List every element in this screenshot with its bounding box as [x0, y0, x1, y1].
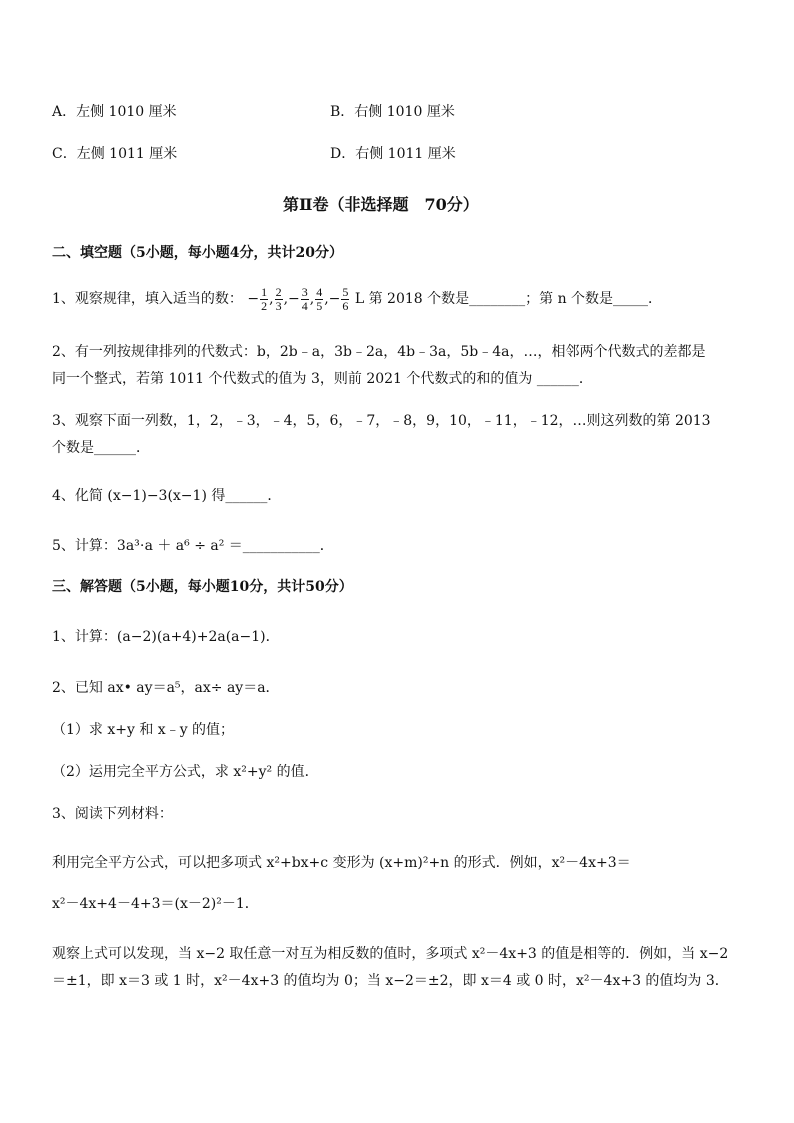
- fraction-denominator: 4: [301, 298, 308, 313]
- section2-heading: 二、填空题（5小题，每小题4分，共计20分）: [52, 245, 343, 261]
- fraction-numerator: 2: [275, 284, 282, 299]
- sequence-comma: ,: [283, 291, 289, 307]
- fraction-denominator: 5: [316, 298, 323, 313]
- option-c: C．左侧 1011 厘米: [52, 146, 178, 162]
- sequence-sign: −: [247, 291, 260, 307]
- sequence-fraction: [301, 286, 309, 313]
- fill-q5: 5、计算：3a³⋅a ＋ a⁶ ÷ a² ＝___________．: [52, 538, 334, 554]
- fill-q1: [52, 283, 662, 315]
- fraction-numerator: 1: [261, 284, 268, 299]
- option-b: B．右侧 1010 厘米: [330, 104, 455, 120]
- fraction-numerator: 3: [301, 284, 308, 299]
- sequence-comma: ,: [309, 291, 315, 307]
- fill-q2-line2: 同一个整式，若第 1011 个代数式的值为 3，则前 2021 个代数式的和的值为 ______．: [52, 371, 593, 387]
- sequence-fraction: [315, 286, 323, 313]
- fill-q2-line1: 2、有一列按规律排列的代数式：b，2b﹣a，3b﹣2a，4b﹣3a，5b﹣4a，…，相邻两个代数式的差都是: [52, 344, 706, 360]
- solve-q2-sub2: （2）运用完全平方公式，求 x²+y² 的值．: [52, 764, 319, 780]
- fill-q3-line1: 3、观察下面一列数，1，2，﹣3，﹣4，5，6，﹣7，﹣8，9，10，﹣11，﹣12，…则这列数的第 2013: [52, 413, 711, 429]
- fill-q1-prefix: 1、观察规律，填入适当的数：: [52, 291, 243, 307]
- fraction-numerator: 4: [316, 284, 323, 299]
- fill-q4: 4、化简 (x−1)−3(x−1) 得______．: [52, 488, 282, 504]
- sequence-sign: −: [288, 291, 300, 307]
- section3-heading: 三、解答题（5小题，每小题10分，共计50分）: [52, 579, 353, 595]
- fraction-denominator: 6: [342, 298, 349, 313]
- part2-title: 第Ⅱ卷（非选择题 70分）: [283, 195, 479, 214]
- material-line4: ＝±1，即 x＝3 或 1 时，x²－4x+3 的值均为 0；当 x−2＝±2，即 x＝4 或 0 时，x²－4x+3 的值均为 3．: [52, 973, 729, 989]
- solve-q1: 1、计算：(a−2)(a+4)+2a(a−1)．: [52, 629, 280, 645]
- sequence-fraction: [260, 286, 268, 313]
- material-line3: 观察上式可以发现，当 x−2 取任意一对互为相反数的值时，多项式 x²－4x+3 的值是相等的．例如，当 x−2: [52, 946, 729, 962]
- fraction-denominator: 3: [275, 298, 282, 313]
- material-line2: x²－4x+4－4+3＝(x－2)²－1．: [52, 896, 259, 912]
- solve-q3: 3、阅读下列材料：: [52, 806, 173, 822]
- sequence-comma: ,: [324, 291, 329, 307]
- option-d: D．右侧 1011 厘米: [330, 146, 456, 162]
- sequence-fraction: [341, 286, 349, 313]
- fraction-numerator: 5: [342, 284, 349, 299]
- fill-q1-suffix: L 第 2018 个数是________；第 n 个数是_____．: [354, 291, 663, 307]
- solve-q2-sub1: （1）求 x+y 和 x﹣y 的值；: [52, 722, 235, 738]
- solve-q2: 2、已知 ax• ay＝a⁵，ax÷ ay＝a．: [52, 680, 280, 696]
- option-a: A．左侧 1010 厘米: [52, 104, 177, 120]
- sequence-fraction: [275, 286, 283, 313]
- material-line1: 利用完全平方公式，可以把多项式 x²+bx+c 变形为 (x+m)²+n 的形式．例如，x²－4x+3＝: [52, 855, 631, 871]
- sequence-sign: −: [328, 291, 341, 307]
- fill-q3-line2: 个数是______．: [52, 440, 150, 456]
- fraction-denominator: 2: [261, 298, 268, 313]
- sequence-comma: ,: [269, 291, 274, 307]
- fill-q1-sequence: [247, 284, 350, 313]
